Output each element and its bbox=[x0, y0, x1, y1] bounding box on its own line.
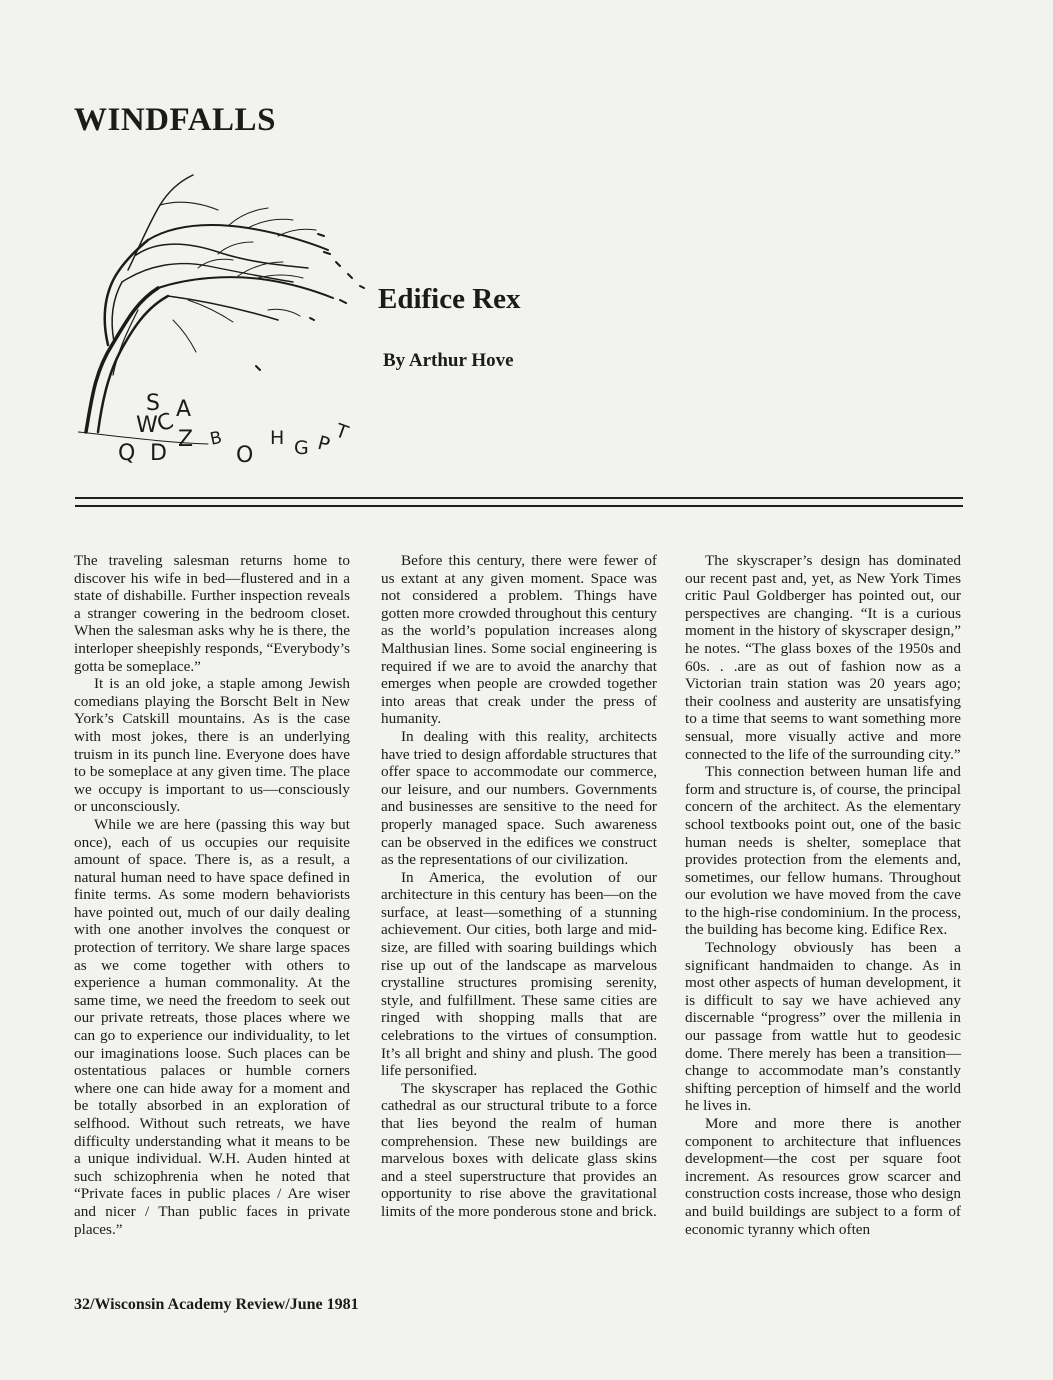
article-column-1 bbox=[74, 552, 350, 1238]
article-column-3 bbox=[685, 552, 961, 1238]
paragraph: More and more there is another component to architecture that influences development—the cost per square foot increment. As resources grow scarcer and construction costs increase, those who design and build buildings are subject to a form of economic tyranny which often bbox=[685, 1115, 961, 1238]
illustration-letter: H bbox=[270, 427, 285, 449]
divider-rule bbox=[75, 505, 963, 507]
illustration-letter: T bbox=[332, 419, 352, 445]
illustration-letter: B bbox=[208, 427, 224, 450]
divider-rule bbox=[75, 497, 963, 499]
paragraph: In America, the evolution of our architecture in this century has been—on the surface, at least—something of a stunning achievement. Our cities, both large and mid-size, are filled with soaring buildings which rise up out of the landscape as marvelous crystalline structures promising serenity, style, and fulfillment. These same cities are ringed with shopping malls that are celebrations to the virtues of consumption. It’s all bright and shiny and plush. The good life personified. bbox=[381, 868, 657, 1080]
windblown-tree-illustration bbox=[78, 170, 378, 470]
illustration-letter: W bbox=[136, 413, 158, 438]
paragraph: In dealing with this reality, architects have tried to design affordable structures that offer space to accommodate our commerce, our leisure, and our numbers. Governments and businesses are sensitive to the need for properly managed space. Such awareness can be observed in the edifices we construct as the representations of our civilization. bbox=[381, 727, 657, 869]
paragraph: The skyscraper has replaced the Gothic cathedral as our structural tribute to a force that lies beyond the realm of human comprehension. These new buildings are marvelous boxes with delicate glass skins and a steel superstructure that provides an opportunity to rise above the gravitational limits of the more ponderous stone and brick. bbox=[381, 1079, 657, 1220]
illustration-letter: Q bbox=[118, 441, 136, 466]
paragraph: While we are here (passing this way but once), each of us occupies our requisite amount of space. There is, as a result, a natural human need to have space defined in finite terms. As some modern behaviorists have pointed out, much of our daily dealing with one another involves the conquest or protection of territory. We share large spaces as we come together with others to experience a human commonality. At the same time, we need the freedom to seek out our private retreats, those places where we can go to experience our individuality, to let our imaginations loose. Such places can be ostentatious palaces or humble corners where one can hide away for a moment and be totally absorbed in an exploration of selfhood. Without such retreats, we have difficulty understanding what it means to be a unique individual. W.H. Auden hinted at such schizophrenia when he noted that “Private faces in public places / Are wiser and nicer / Than public faces in private places.” bbox=[74, 815, 350, 1238]
paragraph: Technology obviously has been a significant handmaiden to change. As in most other aspects of human development, it is difficult to say we have achieved any discernable “progress” over the millenia in our passage from wattle hut to geodesic dome. There merely has been a transition—change to accommodate man’s constantly shifting perception of himself and the world he lives in. bbox=[685, 939, 961, 1115]
byline: By Arthur Hove bbox=[383, 350, 514, 371]
page-footer: 32/Wisconsin Academy Review/June 1981 bbox=[74, 1296, 359, 1313]
article-title: Edifice Rex bbox=[378, 283, 521, 315]
illustration-letter: Z bbox=[178, 427, 194, 452]
illustration-letter: S bbox=[146, 391, 160, 416]
illustration-letter: G bbox=[294, 437, 309, 459]
illustration-letter: D bbox=[150, 441, 167, 466]
paragraph: Before this century, there were fewer of us extant at any given moment. Space was not considered a problem. Things have gotten more crowded throughout this century as the world’s population increases along Malthusian lines. Some social engineering is required if we are to avoid the anarchy that emerges when people are crowded together into areas that creak under the press of humanity. bbox=[381, 552, 657, 728]
paragraph: This connection between human life and form and structure is, of course, the principal concern of the architect. As the elementary school textbooks point out, one of the basic human needs is shelter, someplace that provides protection from the elements and, sometimes, our fellow humans. Throughout our evolution we have moved from the cave to the high-rise condominium. In the process, the building has become king. Edifice Rex. bbox=[685, 763, 961, 939]
paragraph: The skyscraper’s design has dominated our recent past and, yet, as New York Times critic Paul Goldberger has pointed out, our perspectives are changing. “It is a curious moment in the history of skyscraper design,” he notes. “The glass boxes of the 1950s and 60s. . .are as out of fashion now as a Victorian train station was 20 years ago; their coolness and austerity are unsatisfying to a time that seems to want something more sensual, more visually active and more connected to the life of the surrounding city.” bbox=[685, 552, 961, 763]
illustration-letter: C bbox=[153, 408, 177, 438]
paragraph: It is an old joke, a staple among Jewish comedians playing the Borscht Belt in New York’s Catskill mountains. As is the case with most jokes, there is an underlying truism in its punch line. Everyone does have to be someplace at any given time. The place we occupy is important to us—consciously or unconsciously. bbox=[74, 675, 350, 816]
article-column-2 bbox=[381, 552, 657, 1221]
section-title: WINDFALLS bbox=[74, 102, 276, 138]
illustration-letter: O bbox=[236, 443, 254, 468]
illustration-letter: P bbox=[315, 431, 333, 457]
paragraph: The traveling salesman returns home to discover his wife in bed—flustered and in a state of dishabille. Further inspection reveals a stranger cowering in the bedroom closet. When the salesman asks why he is there, the interloper sheepishly responds, “Everybody’s gotta be someplace.” bbox=[74, 552, 350, 675]
illustration-letter: A bbox=[176, 397, 192, 422]
